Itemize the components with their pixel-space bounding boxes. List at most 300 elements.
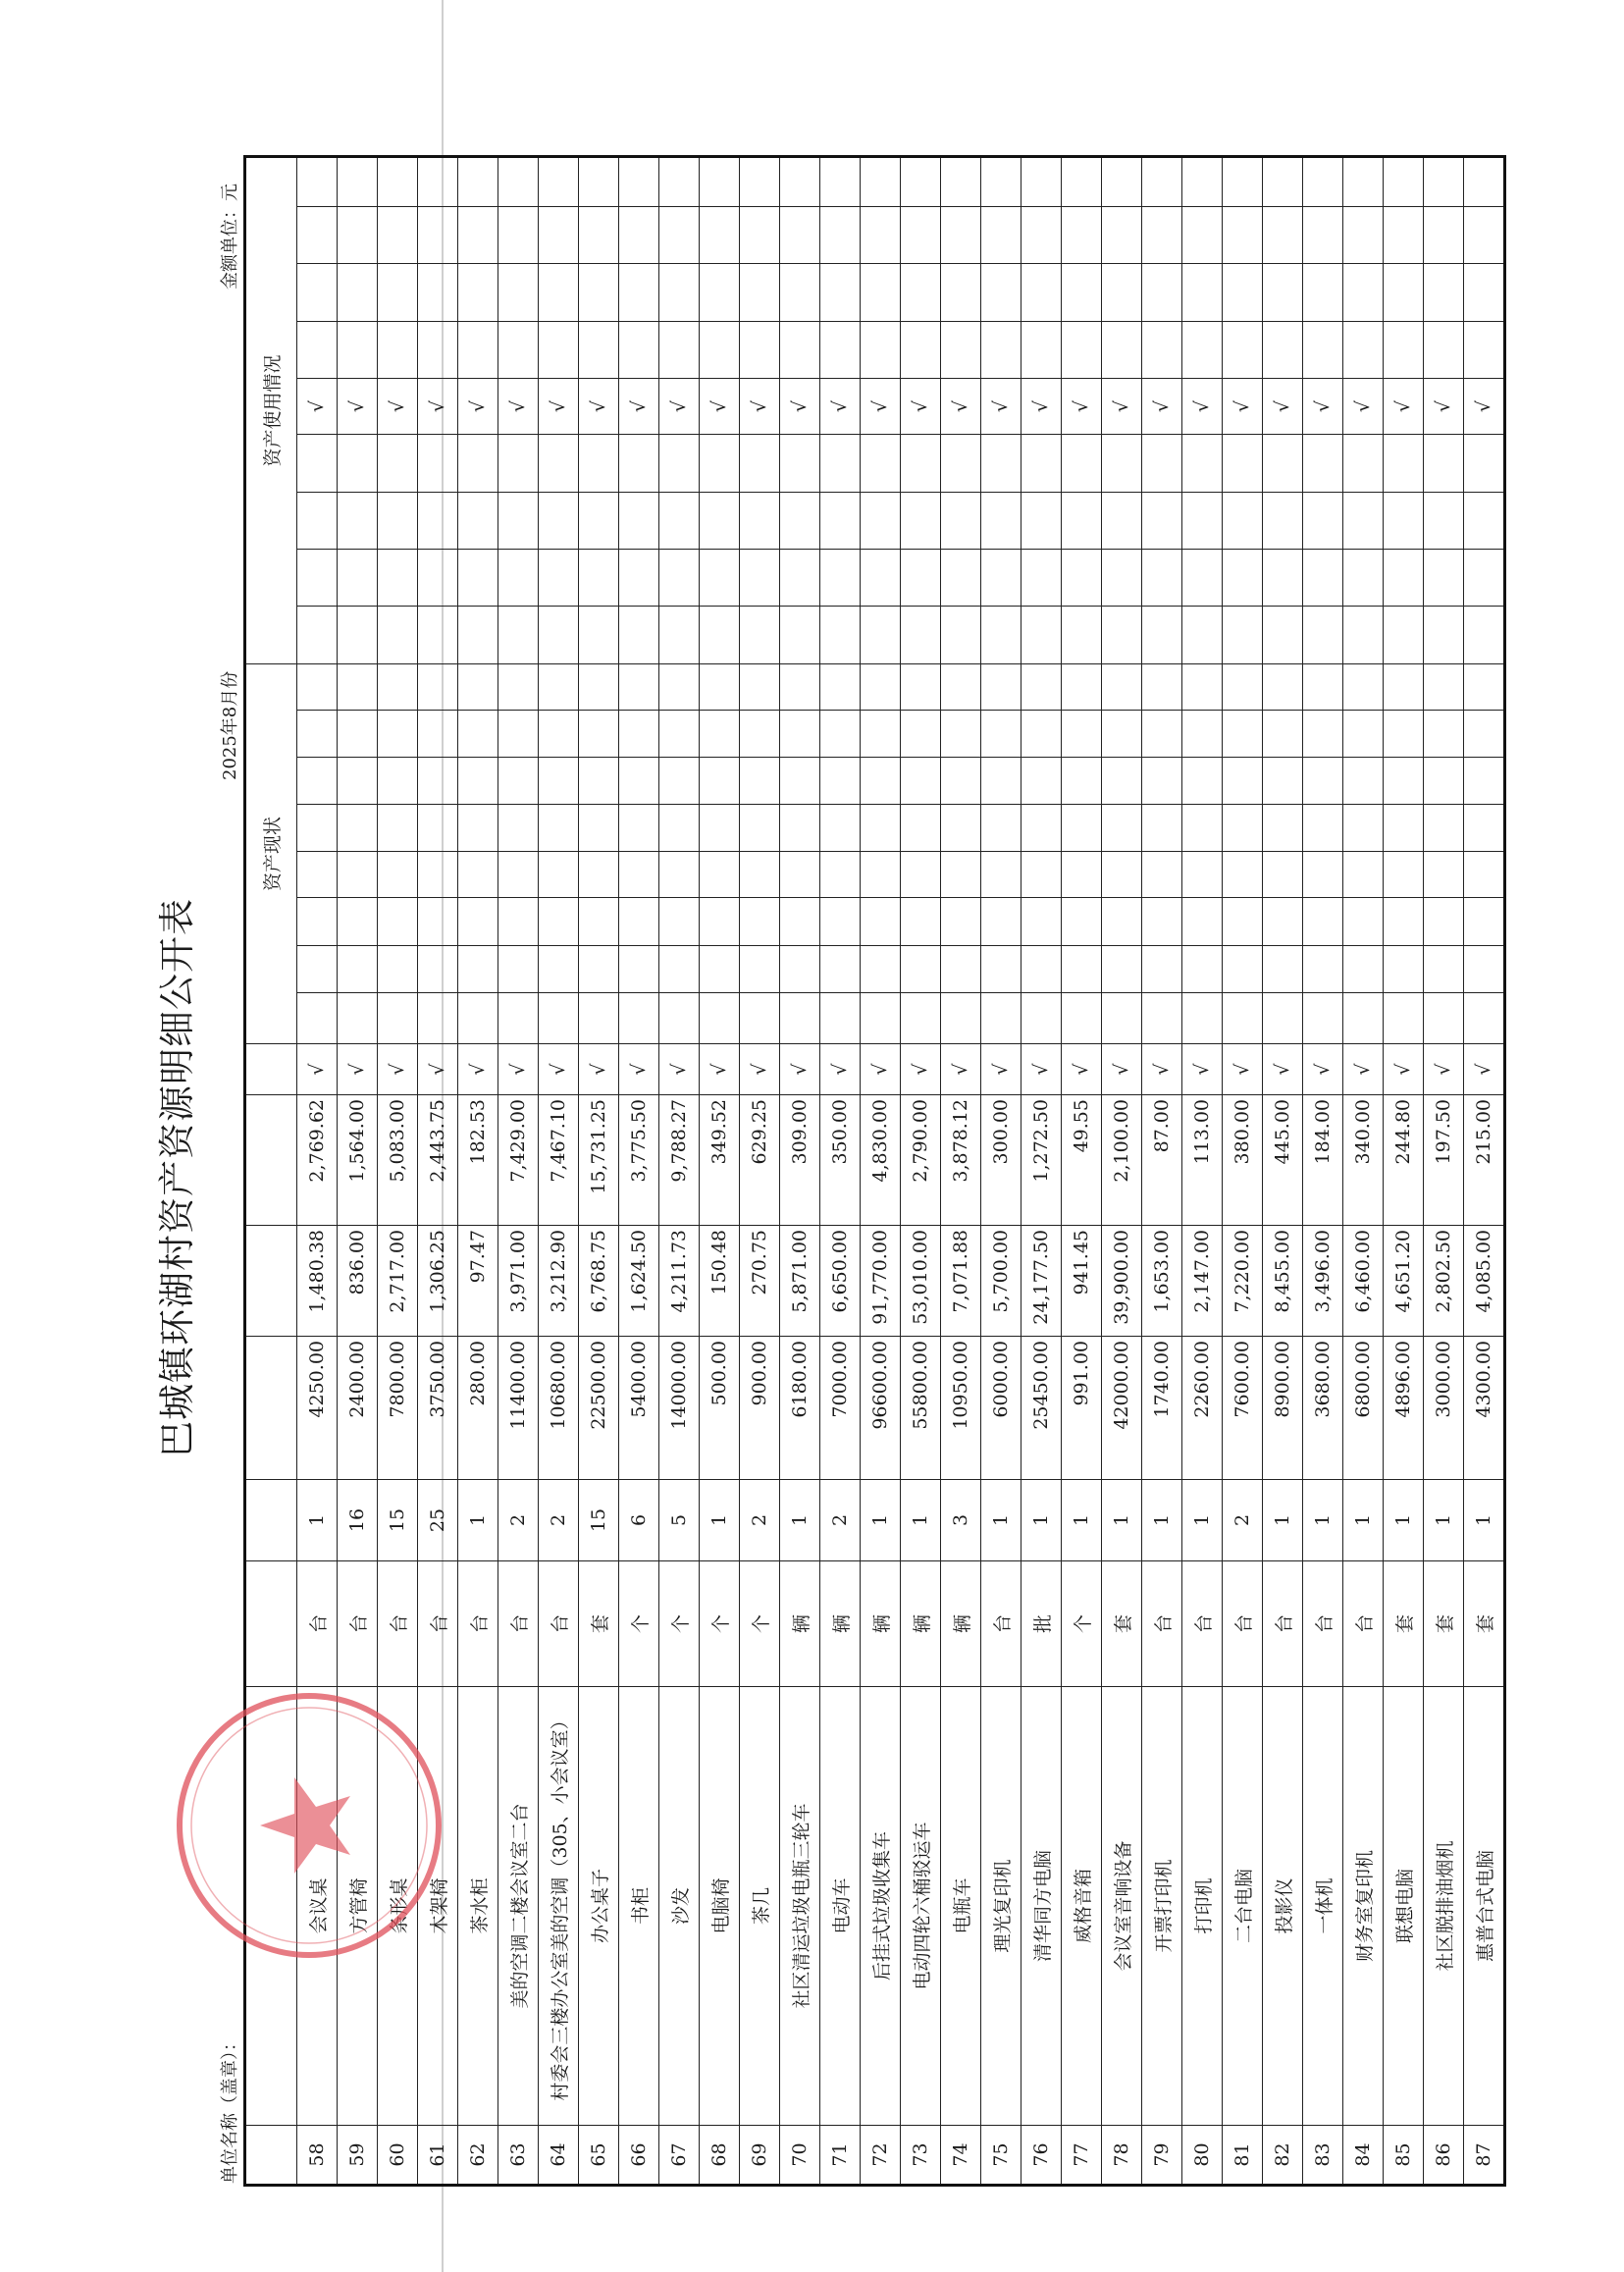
asset-status-cell xyxy=(378,946,418,993)
asset-status-cell xyxy=(740,993,780,1044)
asset-status-cell xyxy=(861,664,901,711)
asset-usage-cell xyxy=(498,607,539,664)
row-number: 82 xyxy=(1263,2126,1303,2186)
currency-note: 金额单位：元 xyxy=(220,184,240,290)
asset-status-cell xyxy=(1223,946,1263,993)
usage-check-mark: √ xyxy=(338,379,378,435)
asset-status-cell xyxy=(1022,993,1062,1044)
asset-usage-cell xyxy=(378,264,418,322)
asset-status-cell xyxy=(1343,946,1384,993)
row-number: 81 xyxy=(1223,2126,1263,2186)
asset-usage-cell xyxy=(1142,435,1182,493)
asset-usage-cell xyxy=(418,157,458,207)
asset-status-cell xyxy=(297,805,338,852)
asset-status-cell xyxy=(780,946,820,993)
asset-status-cell xyxy=(619,852,659,898)
original-value: 42000.00 xyxy=(1102,1337,1142,1480)
asset-name: 投影仪 xyxy=(1263,1687,1303,2126)
asset-unit: 辆 xyxy=(820,1561,861,1687)
row-number: 85 xyxy=(1384,2126,1424,2186)
asset-usage-cell xyxy=(378,607,418,664)
asset-status-cell xyxy=(1343,711,1384,758)
group-header-asset-usage: 资产使用情况 xyxy=(245,157,297,664)
usage-check-mark: √ xyxy=(1384,379,1424,435)
net-value: 5,083.00 xyxy=(378,1095,418,1226)
asset-usage-cell xyxy=(740,322,780,379)
asset-usage-cell xyxy=(659,157,700,207)
row-number: 75 xyxy=(981,2126,1022,2186)
asset-usage-cell xyxy=(1303,607,1343,664)
asset-name: 社区清运垃圾电瓶三轮车 xyxy=(780,1687,820,2126)
asset-status-cell xyxy=(1343,993,1384,1044)
row-number: 69 xyxy=(740,2126,780,2186)
asset-unit: 套 xyxy=(1102,1561,1142,1687)
asset-usage-cell xyxy=(981,157,1022,207)
asset-usage-cell xyxy=(1384,264,1424,322)
asset-name: 电瓶车 xyxy=(941,1687,981,2126)
asset-usage-cell xyxy=(1464,322,1505,379)
net-value: 2,769.62 xyxy=(297,1095,338,1226)
asset-usage-cell xyxy=(1022,607,1062,664)
asset-usage-cell xyxy=(861,264,901,322)
asset-name: 社区脱排油烟机 xyxy=(1424,1687,1464,2126)
asset-usage-cell xyxy=(539,493,579,550)
asset-usage-cell xyxy=(780,493,820,550)
asset-usage-cell xyxy=(579,493,619,550)
asset-unit: 套 xyxy=(1464,1561,1505,1687)
asset-usage-cell xyxy=(498,207,539,264)
status-check-mark: √ xyxy=(1102,1044,1142,1095)
asset-status-cell xyxy=(579,946,619,993)
status-check-mark: √ xyxy=(418,1044,458,1095)
asset-usage-cell xyxy=(1343,435,1384,493)
asset-usage-cell xyxy=(1303,264,1343,322)
asset-name: 电脑椅 xyxy=(700,1687,740,2126)
asset-usage-cell xyxy=(458,264,498,322)
asset-status-cell xyxy=(1223,664,1263,711)
asset-status-cell xyxy=(498,711,539,758)
asset-usage-cell xyxy=(458,550,498,607)
asset-usage-cell xyxy=(1022,207,1062,264)
depreciation-amount: 6,768.75 xyxy=(579,1226,619,1337)
original-value: 4896.00 xyxy=(1384,1337,1424,1480)
asset-usage-cell xyxy=(700,550,740,607)
asset-status-cell xyxy=(1102,664,1142,711)
asset-usage-cell xyxy=(1384,157,1424,207)
asset-status-cell xyxy=(981,758,1022,805)
asset-unit: 套 xyxy=(579,1561,619,1687)
asset-usage-cell xyxy=(378,157,418,207)
depreciation-amount: 97.47 xyxy=(458,1226,498,1337)
asset-status-cell xyxy=(1223,805,1263,852)
asset-usage-cell xyxy=(619,550,659,607)
asset-name: 沙发 xyxy=(659,1687,700,2126)
status-check-mark: √ xyxy=(579,1044,619,1095)
asset-name: 茶水柜 xyxy=(458,1687,498,2126)
table-row xyxy=(941,157,981,2186)
asset-usage-cell xyxy=(539,157,579,207)
asset-status-cell xyxy=(1102,758,1142,805)
asset-status-cell xyxy=(780,805,820,852)
asset-usage-cell xyxy=(1022,264,1062,322)
asset-usage-cell xyxy=(1142,157,1182,207)
asset-status-cell xyxy=(659,946,700,993)
asset-status-cell xyxy=(1022,946,1062,993)
asset-usage-cell xyxy=(619,435,659,493)
net-value: 380.00 xyxy=(1223,1095,1263,1226)
asset-quantity: 6 xyxy=(619,1480,659,1561)
asset-usage-cell xyxy=(579,607,619,664)
asset-unit: 批 xyxy=(1022,1561,1062,1687)
asset-usage-cell xyxy=(579,157,619,207)
asset-usage-cell xyxy=(418,264,458,322)
asset-unit: 台 xyxy=(1343,1561,1384,1687)
unit-name-label: 单位名称（盖章）： xyxy=(220,2034,240,2184)
asset-status-cell xyxy=(1303,758,1343,805)
asset-name: 茶几 xyxy=(740,1687,780,2126)
asset-status-cell xyxy=(1182,898,1223,946)
asset-usage-cell xyxy=(579,550,619,607)
asset-unit: 套 xyxy=(1424,1561,1464,1687)
status-check-mark: √ xyxy=(1464,1044,1505,1095)
asset-status-cell xyxy=(820,852,861,898)
original-value: 96600.00 xyxy=(861,1337,901,1480)
asset-status-cell xyxy=(1102,711,1142,758)
asset-status-cell xyxy=(901,898,941,946)
asset-usage-cell xyxy=(659,322,700,379)
asset-status-cell xyxy=(700,898,740,946)
original-value: 4300.00 xyxy=(1464,1337,1505,1480)
asset-status-cell xyxy=(539,993,579,1044)
status-check-mark: √ xyxy=(901,1044,941,1095)
original-value: 2400.00 xyxy=(338,1337,378,1480)
asset-status-cell xyxy=(941,993,981,1044)
asset-usage-cell xyxy=(659,493,700,550)
asset-usage-cell xyxy=(458,157,498,207)
usage-check-mark: √ xyxy=(941,379,981,435)
status-check-mark: √ xyxy=(1022,1044,1062,1095)
asset-status-cell xyxy=(901,805,941,852)
period-label: 2025年8月份 xyxy=(220,670,240,780)
asset-unit: 台 xyxy=(338,1561,378,1687)
row-number: 66 xyxy=(619,2126,659,2186)
asset-status-cell xyxy=(297,993,338,1044)
asset-quantity: 1 xyxy=(297,1480,338,1561)
asset-status-cell xyxy=(297,664,338,711)
table-row xyxy=(1384,157,1424,2186)
status-check-mark: √ xyxy=(1223,1044,1263,1095)
asset-status-cell xyxy=(539,898,579,946)
asset-usage-cell xyxy=(1062,493,1102,550)
asset-name: 木架椅 xyxy=(418,1687,458,2126)
original-value: 500.00 xyxy=(700,1337,740,1480)
asset-usage-cell xyxy=(901,550,941,607)
asset-status-cell xyxy=(539,852,579,898)
asset-status-cell xyxy=(861,946,901,993)
asset-usage-cell xyxy=(740,435,780,493)
original-value: 6000.00 xyxy=(981,1337,1022,1480)
asset-status-cell xyxy=(498,664,539,711)
asset-usage-cell xyxy=(1263,607,1303,664)
asset-usage-cell xyxy=(458,493,498,550)
asset-quantity: 1 xyxy=(1343,1480,1384,1561)
asset-usage-cell xyxy=(1263,435,1303,493)
asset-name: 办公桌子 xyxy=(579,1687,619,2126)
original-value: 280.00 xyxy=(458,1337,498,1480)
asset-usage-cell xyxy=(861,157,901,207)
asset-status-cell xyxy=(659,993,700,1044)
asset-usage-cell xyxy=(338,264,378,322)
asset-usage-cell xyxy=(418,207,458,264)
asset-status-cell xyxy=(861,993,901,1044)
asset-usage-cell xyxy=(418,550,458,607)
asset-usage-cell xyxy=(1384,322,1424,379)
asset-status-cell xyxy=(1022,664,1062,711)
asset-usage-cell xyxy=(861,493,901,550)
row-number: 84 xyxy=(1343,2126,1384,2186)
asset-usage-cell xyxy=(1102,493,1142,550)
asset-usage-cell xyxy=(1464,264,1505,322)
asset-usage-cell xyxy=(1303,207,1343,264)
row-number: 79 xyxy=(1142,2126,1182,2186)
asset-status-cell xyxy=(1263,993,1303,1044)
asset-usage-cell xyxy=(378,207,418,264)
original-value: 6180.00 xyxy=(780,1337,820,1480)
asset-usage-cell xyxy=(659,207,700,264)
asset-status-cell xyxy=(418,852,458,898)
asset-usage-cell xyxy=(901,157,941,207)
usage-check-mark: √ xyxy=(619,379,659,435)
row-number: 83 xyxy=(1303,2126,1343,2186)
asset-status-cell xyxy=(498,758,539,805)
asset-usage-cell xyxy=(619,157,659,207)
asset-status-cell xyxy=(619,805,659,852)
net-value: 184.00 xyxy=(1303,1095,1343,1226)
asset-usage-cell xyxy=(1102,550,1142,607)
asset-status-cell xyxy=(378,664,418,711)
asset-usage-cell xyxy=(1102,322,1142,379)
asset-usage-cell xyxy=(740,157,780,207)
net-value: 7,429.00 xyxy=(498,1095,539,1226)
asset-usage-cell xyxy=(1062,264,1102,322)
asset-usage-cell xyxy=(820,493,861,550)
asset-usage-cell xyxy=(1464,550,1505,607)
asset-status-cell xyxy=(820,711,861,758)
asset-status-cell xyxy=(1263,852,1303,898)
asset-status-cell xyxy=(941,805,981,852)
asset-usage-cell xyxy=(941,493,981,550)
usage-check-mark: √ xyxy=(418,379,458,435)
original-value: 14000.00 xyxy=(659,1337,700,1480)
asset-usage-cell xyxy=(1062,207,1102,264)
asset-status-cell xyxy=(1343,664,1384,711)
original-value: 3680.00 xyxy=(1303,1337,1343,1480)
asset-status-cell xyxy=(820,805,861,852)
status-check-mark: √ xyxy=(1062,1044,1102,1095)
asset-status-cell xyxy=(458,758,498,805)
asset-usage-cell xyxy=(1223,607,1263,664)
asset-status-cell xyxy=(619,993,659,1044)
asset-status-cell xyxy=(1223,711,1263,758)
asset-status-cell xyxy=(1303,946,1343,993)
asset-status-cell xyxy=(700,993,740,1044)
asset-status-cell xyxy=(901,946,941,993)
asset-usage-cell xyxy=(1142,322,1182,379)
asset-usage-cell xyxy=(1142,264,1182,322)
usage-check-mark: √ xyxy=(1182,379,1223,435)
usage-check-mark: √ xyxy=(1223,379,1263,435)
asset-status-cell xyxy=(740,852,780,898)
asset-status-cell xyxy=(1263,664,1303,711)
asset-usage-cell xyxy=(1022,435,1062,493)
table-row xyxy=(539,157,579,2186)
asset-unit: 台 xyxy=(1142,1561,1182,1687)
asset-usage-cell xyxy=(700,207,740,264)
row-number: 74 xyxy=(941,2126,981,2186)
asset-status-cell xyxy=(418,758,458,805)
asset-quantity: 3 xyxy=(941,1480,981,1561)
net-value: 2,790.00 xyxy=(901,1095,941,1226)
asset-unit: 台 xyxy=(539,1561,579,1687)
asset-status-cell xyxy=(941,898,981,946)
depreciation-amount: 3,496.00 xyxy=(1303,1226,1343,1337)
asset-status-cell xyxy=(901,993,941,1044)
asset-quantity: 2 xyxy=(539,1480,579,1561)
asset-status-cell xyxy=(1142,758,1182,805)
asset-usage-cell xyxy=(1303,493,1343,550)
asset-status-cell xyxy=(740,898,780,946)
asset-status-cell xyxy=(458,946,498,993)
asset-quantity: 5 xyxy=(659,1480,700,1561)
original-value: 10950.00 xyxy=(941,1337,981,1480)
status-check-mark: √ xyxy=(378,1044,418,1095)
asset-usage-cell xyxy=(1424,264,1464,322)
asset-status-cell xyxy=(1022,758,1062,805)
asset-status-cell xyxy=(1424,852,1464,898)
asset-usage-cell xyxy=(1022,322,1062,379)
asset-status-cell xyxy=(458,805,498,852)
asset-usage-cell xyxy=(619,607,659,664)
asset-status-cell xyxy=(458,711,498,758)
table-row xyxy=(1424,157,1464,2186)
usage-check-mark: √ xyxy=(1303,379,1343,435)
asset-usage-cell xyxy=(338,207,378,264)
asset-status-cell xyxy=(1343,758,1384,805)
asset-status-cell xyxy=(579,711,619,758)
depreciation-amount: 1,306.25 xyxy=(418,1226,458,1337)
asset-usage-cell xyxy=(418,493,458,550)
table-row xyxy=(700,157,740,2186)
net-value: 445.00 xyxy=(1263,1095,1303,1226)
asset-status-cell xyxy=(418,805,458,852)
asset-name: 一体机 xyxy=(1303,1687,1343,2126)
usage-check-mark: √ xyxy=(1142,379,1182,435)
asset-status-cell xyxy=(659,758,700,805)
table-row xyxy=(1223,157,1263,2186)
asset-usage-cell xyxy=(659,435,700,493)
asset-usage-cell xyxy=(1424,550,1464,607)
asset-status-cell xyxy=(1303,664,1343,711)
asset-unit: 辆 xyxy=(780,1561,820,1687)
original-value: 1740.00 xyxy=(1142,1337,1182,1480)
asset-status-cell xyxy=(338,946,378,993)
asset-usage-cell xyxy=(820,207,861,264)
asset-unit: 台 xyxy=(981,1561,1022,1687)
asset-usage-cell xyxy=(1223,435,1263,493)
asset-usage-cell xyxy=(539,607,579,664)
asset-unit: 台 xyxy=(378,1561,418,1687)
asset-usage-cell xyxy=(418,435,458,493)
asset-usage-cell xyxy=(539,322,579,379)
asset-status-cell xyxy=(700,852,740,898)
row-number: 67 xyxy=(659,2126,700,2186)
asset-quantity: 15 xyxy=(378,1480,418,1561)
status-check-mark: √ xyxy=(820,1044,861,1095)
asset-status-cell xyxy=(700,664,740,711)
official-seal-stamp xyxy=(167,1683,451,1968)
asset-name: 财务室复印机 xyxy=(1343,1687,1384,2126)
asset-status-cell xyxy=(378,852,418,898)
asset-usage-cell xyxy=(498,550,539,607)
asset-usage-cell xyxy=(861,207,901,264)
asset-status-cell xyxy=(418,711,458,758)
asset-usage-cell xyxy=(297,550,338,607)
asset-status-cell xyxy=(1142,711,1182,758)
original-value: 25450.00 xyxy=(1022,1337,1062,1480)
asset-status-cell xyxy=(820,946,861,993)
depreciation-amount: 4,085.00 xyxy=(1464,1226,1505,1337)
net-value: 9,788.27 xyxy=(659,1095,700,1226)
asset-status-cell xyxy=(1424,993,1464,1044)
asset-status-cell xyxy=(659,711,700,758)
asset-status-cell xyxy=(1464,946,1505,993)
asset-status-cell xyxy=(1223,898,1263,946)
asset-usage-cell xyxy=(820,435,861,493)
asset-usage-cell xyxy=(338,435,378,493)
asset-name: 惠普台式电脑 xyxy=(1464,1687,1505,2126)
asset-usage-cell xyxy=(1343,607,1384,664)
asset-status-cell xyxy=(1263,758,1303,805)
asset-usage-cell xyxy=(338,493,378,550)
original-value: 10680.00 xyxy=(539,1337,579,1480)
asset-usage-cell xyxy=(619,493,659,550)
asset-status-cell xyxy=(1384,993,1424,1044)
asset-status-cell xyxy=(1424,711,1464,758)
asset-status-cell xyxy=(1384,758,1424,805)
asset-status-cell xyxy=(1142,993,1182,1044)
depreciation-amount: 2,717.00 xyxy=(378,1226,418,1337)
asset-usage-cell xyxy=(1223,322,1263,379)
asset-status-cell xyxy=(1022,711,1062,758)
net-value: 300.00 xyxy=(981,1095,1022,1226)
status-check-mark: √ xyxy=(981,1044,1022,1095)
row-number: 63 xyxy=(498,2126,539,2186)
usage-check-mark: √ xyxy=(539,379,579,435)
asset-status-cell xyxy=(780,852,820,898)
asset-quantity: 2 xyxy=(740,1480,780,1561)
depreciation-amount: 150.48 xyxy=(700,1226,740,1337)
asset-status-cell xyxy=(1464,993,1505,1044)
asset-status-cell xyxy=(861,805,901,852)
asset-status-cell xyxy=(1142,852,1182,898)
asset-usage-cell xyxy=(1263,264,1303,322)
table-row xyxy=(1182,157,1223,2186)
asset-usage-cell xyxy=(297,207,338,264)
asset-status-cell xyxy=(941,852,981,898)
asset-quantity: 16 xyxy=(338,1480,378,1561)
asset-usage-cell xyxy=(378,322,418,379)
asset-unit: 套 xyxy=(1384,1561,1424,1687)
